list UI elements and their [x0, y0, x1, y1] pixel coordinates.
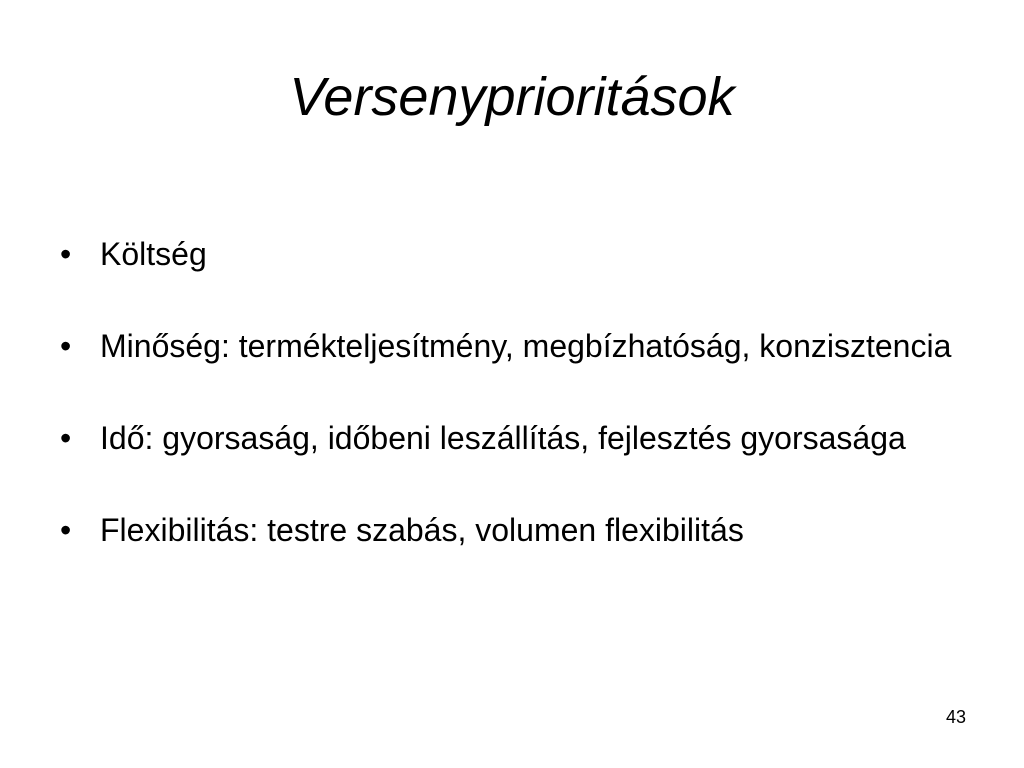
bullet-icon: •	[60, 512, 72, 548]
bullet-icon: •	[60, 420, 72, 456]
bullet-text: Flexibilitás: testre szabás, volumen flexibilitás	[100, 512, 744, 548]
slide-number: 43	[945, 707, 966, 727]
bullet-item-cost	[60, 234, 960, 274]
bullet-item-time	[60, 418, 960, 458]
bullet-icon: •	[60, 236, 72, 272]
bullet-text: Idő: gyorsaság, időbeni leszállítás, fejlesztés gyorsasága	[100, 420, 906, 456]
bullet-icon: •	[60, 328, 72, 364]
slide-title: Versenyprioritások	[289, 67, 735, 127]
bullet-text: Minőség: termékteljesítmény, megbízhatóság, konzisztencia	[100, 328, 952, 364]
bullet-item-flexibility	[60, 510, 960, 550]
bullet-text: Költség	[100, 236, 207, 272]
bullet-list	[60, 234, 960, 550]
bullet-item-quality	[60, 326, 960, 366]
